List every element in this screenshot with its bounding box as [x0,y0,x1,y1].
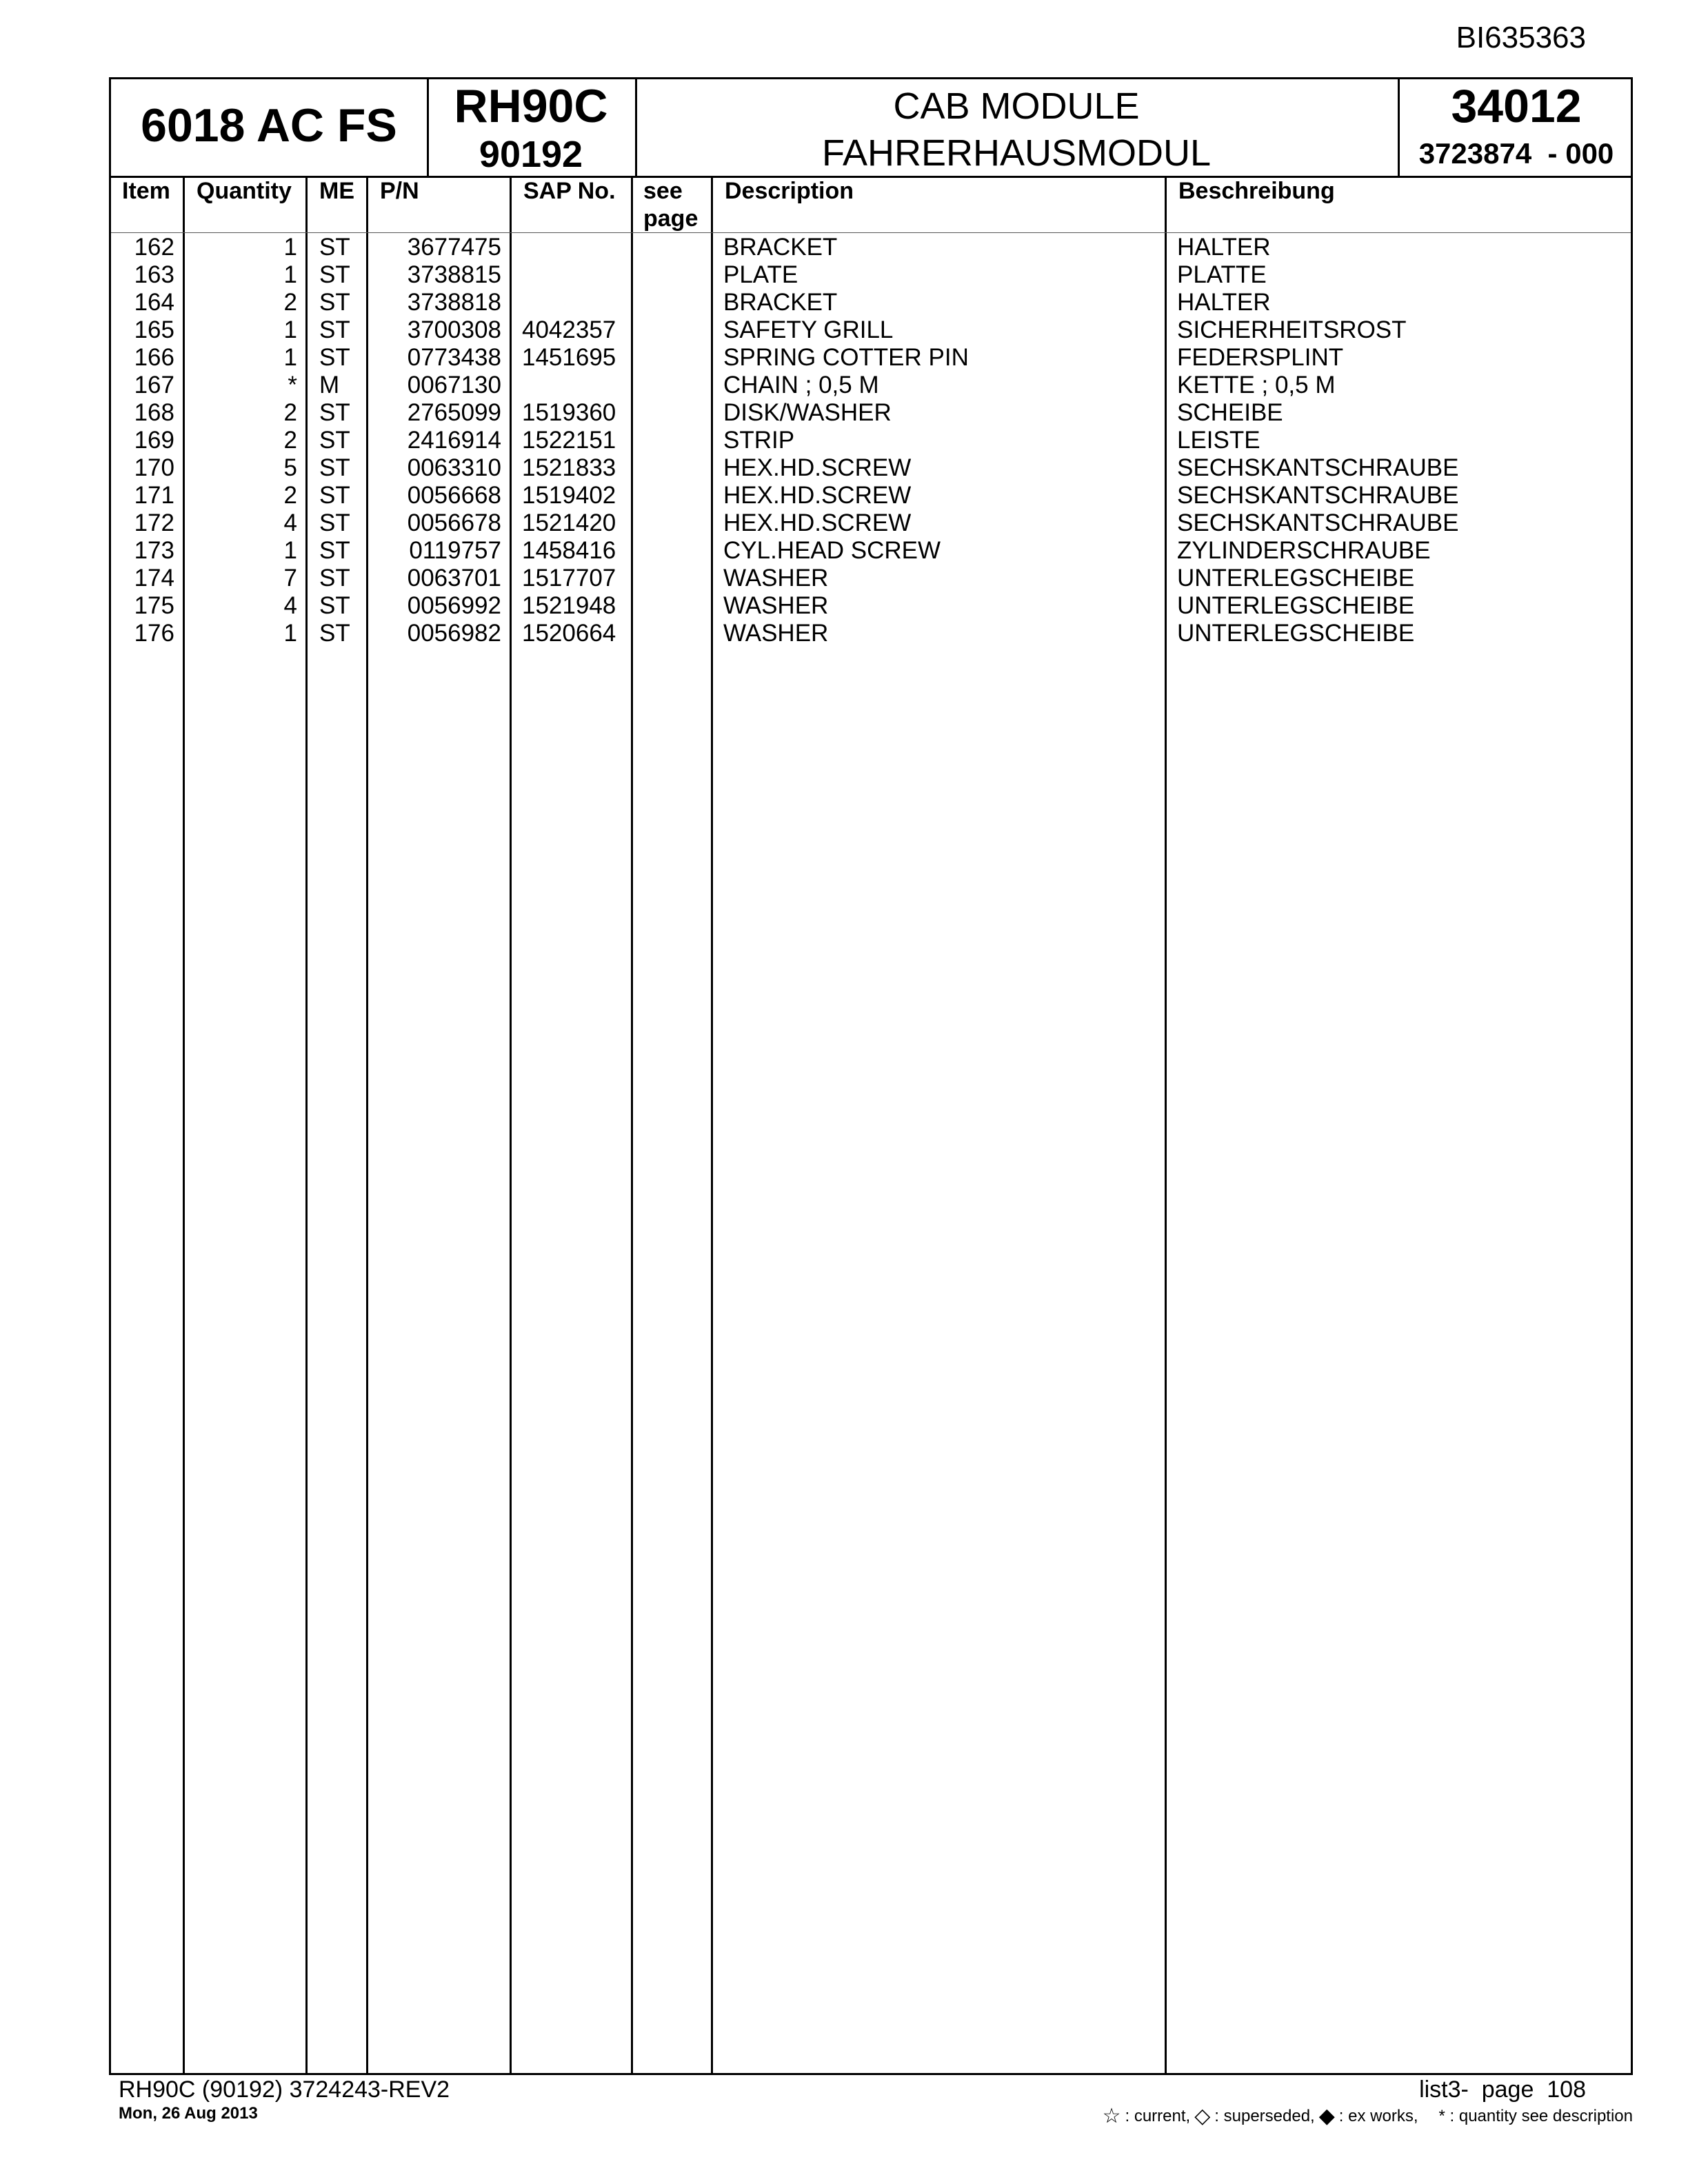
cell-quantity: 1 [283,261,297,288]
cell-quantity: 1 [283,344,297,371]
cell-item: 171 [134,482,174,509]
parts-list-frame [109,77,1633,2075]
cell-description: BRACKET [723,234,838,261]
legend-superseded: : superseded, [1214,2106,1315,2125]
cell-beschreibung: HALTER [1177,289,1271,316]
cell-description: WASHER [723,592,829,619]
cell-part-number: 2416914 [407,427,501,454]
cell-item: 166 [134,344,174,371]
cell-description: PLATE [723,261,798,288]
cell-description: BRACKET [723,289,838,316]
cell-beschreibung: FEDERSPLINT [1177,344,1344,371]
footer-page: list3- page 108 [1419,2076,1586,2103]
model-label: 6018 AC FS [141,99,397,152]
footer-date: Mon, 26 Aug 2013 [119,2104,258,2123]
table-row [111,344,1631,372]
cell-part-number: 0056992 [407,592,501,619]
cell-beschreibung: KETTE ; 0,5 M [1177,372,1336,398]
table-row [111,427,1631,454]
cell-me: ST [319,234,350,261]
cell-sap-number: 1458416 [522,537,616,564]
cell-beschreibung: UNTERLEGSCHEIBE [1177,565,1415,592]
col-description: Description [725,178,854,204]
cell-part-number: 0063310 [407,454,501,481]
group-reference: 3723874 - 000 [1418,137,1614,170]
cell-beschreibung: HALTER [1177,234,1271,261]
cell-me: ST [319,261,350,288]
cell-beschreibung: SECHSKANTSCHRAUBE [1177,454,1459,481]
cell-sap-number: 1520664 [522,620,616,647]
cell-part-number: 0773438 [407,344,501,371]
diamond-outline-icon: ◇ [1194,2105,1211,2127]
star-outline-icon: ☆ [1102,2105,1121,2127]
cell-quantity: 7 [283,565,297,592]
cell-item: 173 [134,537,174,564]
cell-description: WASHER [723,565,829,592]
column-header-rule [111,232,1631,233]
table-row [111,316,1631,344]
cell-item: 172 [134,509,174,536]
cell-beschreibung: SCHEIBE [1177,399,1283,426]
cell-part-number: 0063701 [407,565,501,592]
group-number: 34012 [1451,80,1582,132]
cell-me: ST [319,592,350,619]
cell-item: 164 [134,289,174,316]
table-row [111,454,1631,482]
footer-document-ref: RH90C (90192) 3724243-REV2 [119,2076,450,2103]
cell-quantity: 4 [283,509,297,536]
table-row [111,289,1631,316]
cell-description: HEX.HD.SCREW [723,482,912,509]
cell-me: ST [319,454,350,481]
cell-me: ST [319,620,350,647]
cell-beschreibung: SECHSKANTSCHRAUBE [1177,509,1459,536]
cell-item: 169 [134,427,174,454]
cell-sap-number: 1519402 [522,482,616,509]
cell-quantity: 1 [283,316,297,343]
cell-me: ST [319,316,350,343]
cell-item: 168 [134,399,174,426]
cell-beschreibung: UNTERLEGSCHEIBE [1177,620,1415,647]
col-see: see [643,178,683,204]
legend-current: : current, [1125,2106,1191,2125]
cell-part-number: 0056678 [407,509,501,536]
cell-me: ST [319,427,350,454]
cell-quantity: * [288,372,297,398]
table-row [111,482,1631,509]
table-row [111,620,1631,647]
cell-description: SPRING COTTER PIN [723,344,969,371]
cell-description: HEX.HD.SCREW [723,454,912,481]
cell-sap-number: 1519360 [522,399,616,426]
cell-me: ST [319,565,350,592]
table-row [111,399,1631,427]
cell-description: DISK/WASHER [723,399,892,426]
cell-me: ST [319,482,350,509]
col-me: ME [319,178,354,204]
table-row [111,509,1631,537]
cell-beschreibung: SICHERHEITSROST [1177,316,1407,343]
cell-quantity: 1 [283,234,297,261]
cell-description: STRIP [723,427,795,454]
cell-beschreibung: PLATTE [1177,261,1267,288]
cell-me: ST [319,289,350,316]
cell-quantity: 4 [283,592,297,619]
cell-quantity: 1 [283,620,297,647]
cell-item: 175 [134,592,174,619]
cell-item: 167 [134,372,174,398]
cell-sap-number: 1451695 [522,344,616,371]
cell-me: ST [319,399,350,426]
title-german: FAHRERHAUSMODUL [821,132,1212,174]
table-row [111,372,1631,399]
cell-sap-number: 1517707 [522,565,616,592]
cell-item: 170 [134,454,174,481]
cell-quantity: 2 [283,427,297,454]
cell-beschreibung: UNTERLEGSCHEIBE [1177,592,1415,619]
cell-quantity: 2 [283,399,297,426]
cell-part-number: 0056982 [407,620,501,647]
cell-part-number: 0119757 [409,537,501,564]
cell-sap-number: 1522151 [522,427,616,454]
col-pn: P/N [380,178,419,204]
cell-me: M [319,372,340,398]
cell-beschreibung: ZYLINDERSCHRAUBE [1177,537,1431,564]
cell-part-number: 3738815 [407,261,501,288]
cell-quantity: 1 [283,537,297,564]
diamond-filled-icon: ◆ [1318,2105,1335,2127]
table-row [111,537,1631,565]
machine-label: RH90C [454,80,608,132]
legend-ex-works: : ex works, [1338,2106,1418,2125]
table-row [111,261,1631,289]
cell-item: 165 [134,316,174,343]
cell-part-number: 3738818 [407,289,501,316]
cell-description: HEX.HD.SCREW [723,509,912,536]
symbol-legend [1103,2104,1633,2128]
cell-part-number: 2765099 [407,399,501,426]
col-quantity: Quantity [197,178,292,204]
cell-me: ST [319,537,350,564]
machine-number: 90192 [479,134,583,175]
cell-description: WASHER [723,620,829,647]
legend-quantity: * : quantity see description [1438,2106,1633,2125]
cell-quantity: 2 [283,482,297,509]
cell-sap-number: 1521833 [522,454,616,481]
cell-quantity: 2 [283,289,297,316]
cell-me: ST [319,509,350,536]
document-id: BI635363 [1456,21,1586,54]
cell-description: CYL.HEAD SCREW [723,537,941,564]
cell-me: ST [319,344,350,371]
col-beschreibung: Beschreibung [1178,178,1335,204]
cell-part-number: 3677475 [407,234,501,261]
cell-sap-number: 1521420 [522,509,616,536]
cell-quantity: 5 [283,454,297,481]
cell-description: SAFETY GRILL [723,316,894,343]
table-row [111,565,1631,592]
cell-sap-number: 1521948 [522,592,616,619]
cell-item: 162 [134,234,174,261]
col-item: Item [122,178,170,204]
title-english: CAB MODULE [893,85,1140,127]
table-row [111,592,1631,620]
cell-item: 174 [134,565,174,592]
cell-sap-number: 4042357 [522,316,616,343]
col-sap: SAP No. [523,178,616,204]
table-row [111,234,1631,261]
cell-description: CHAIN ; 0,5 M [723,372,879,398]
cell-part-number: 0056668 [407,482,501,509]
cell-item: 176 [134,620,174,647]
cell-part-number: 3700308 [407,316,501,343]
cell-item: 163 [134,261,174,288]
cell-beschreibung: LEISTE [1177,427,1260,454]
cell-part-number: 0067130 [407,372,501,398]
parts-table-body [111,234,1631,675]
cell-beschreibung: SECHSKANTSCHRAUBE [1177,482,1459,509]
col-page: page [643,205,699,232]
